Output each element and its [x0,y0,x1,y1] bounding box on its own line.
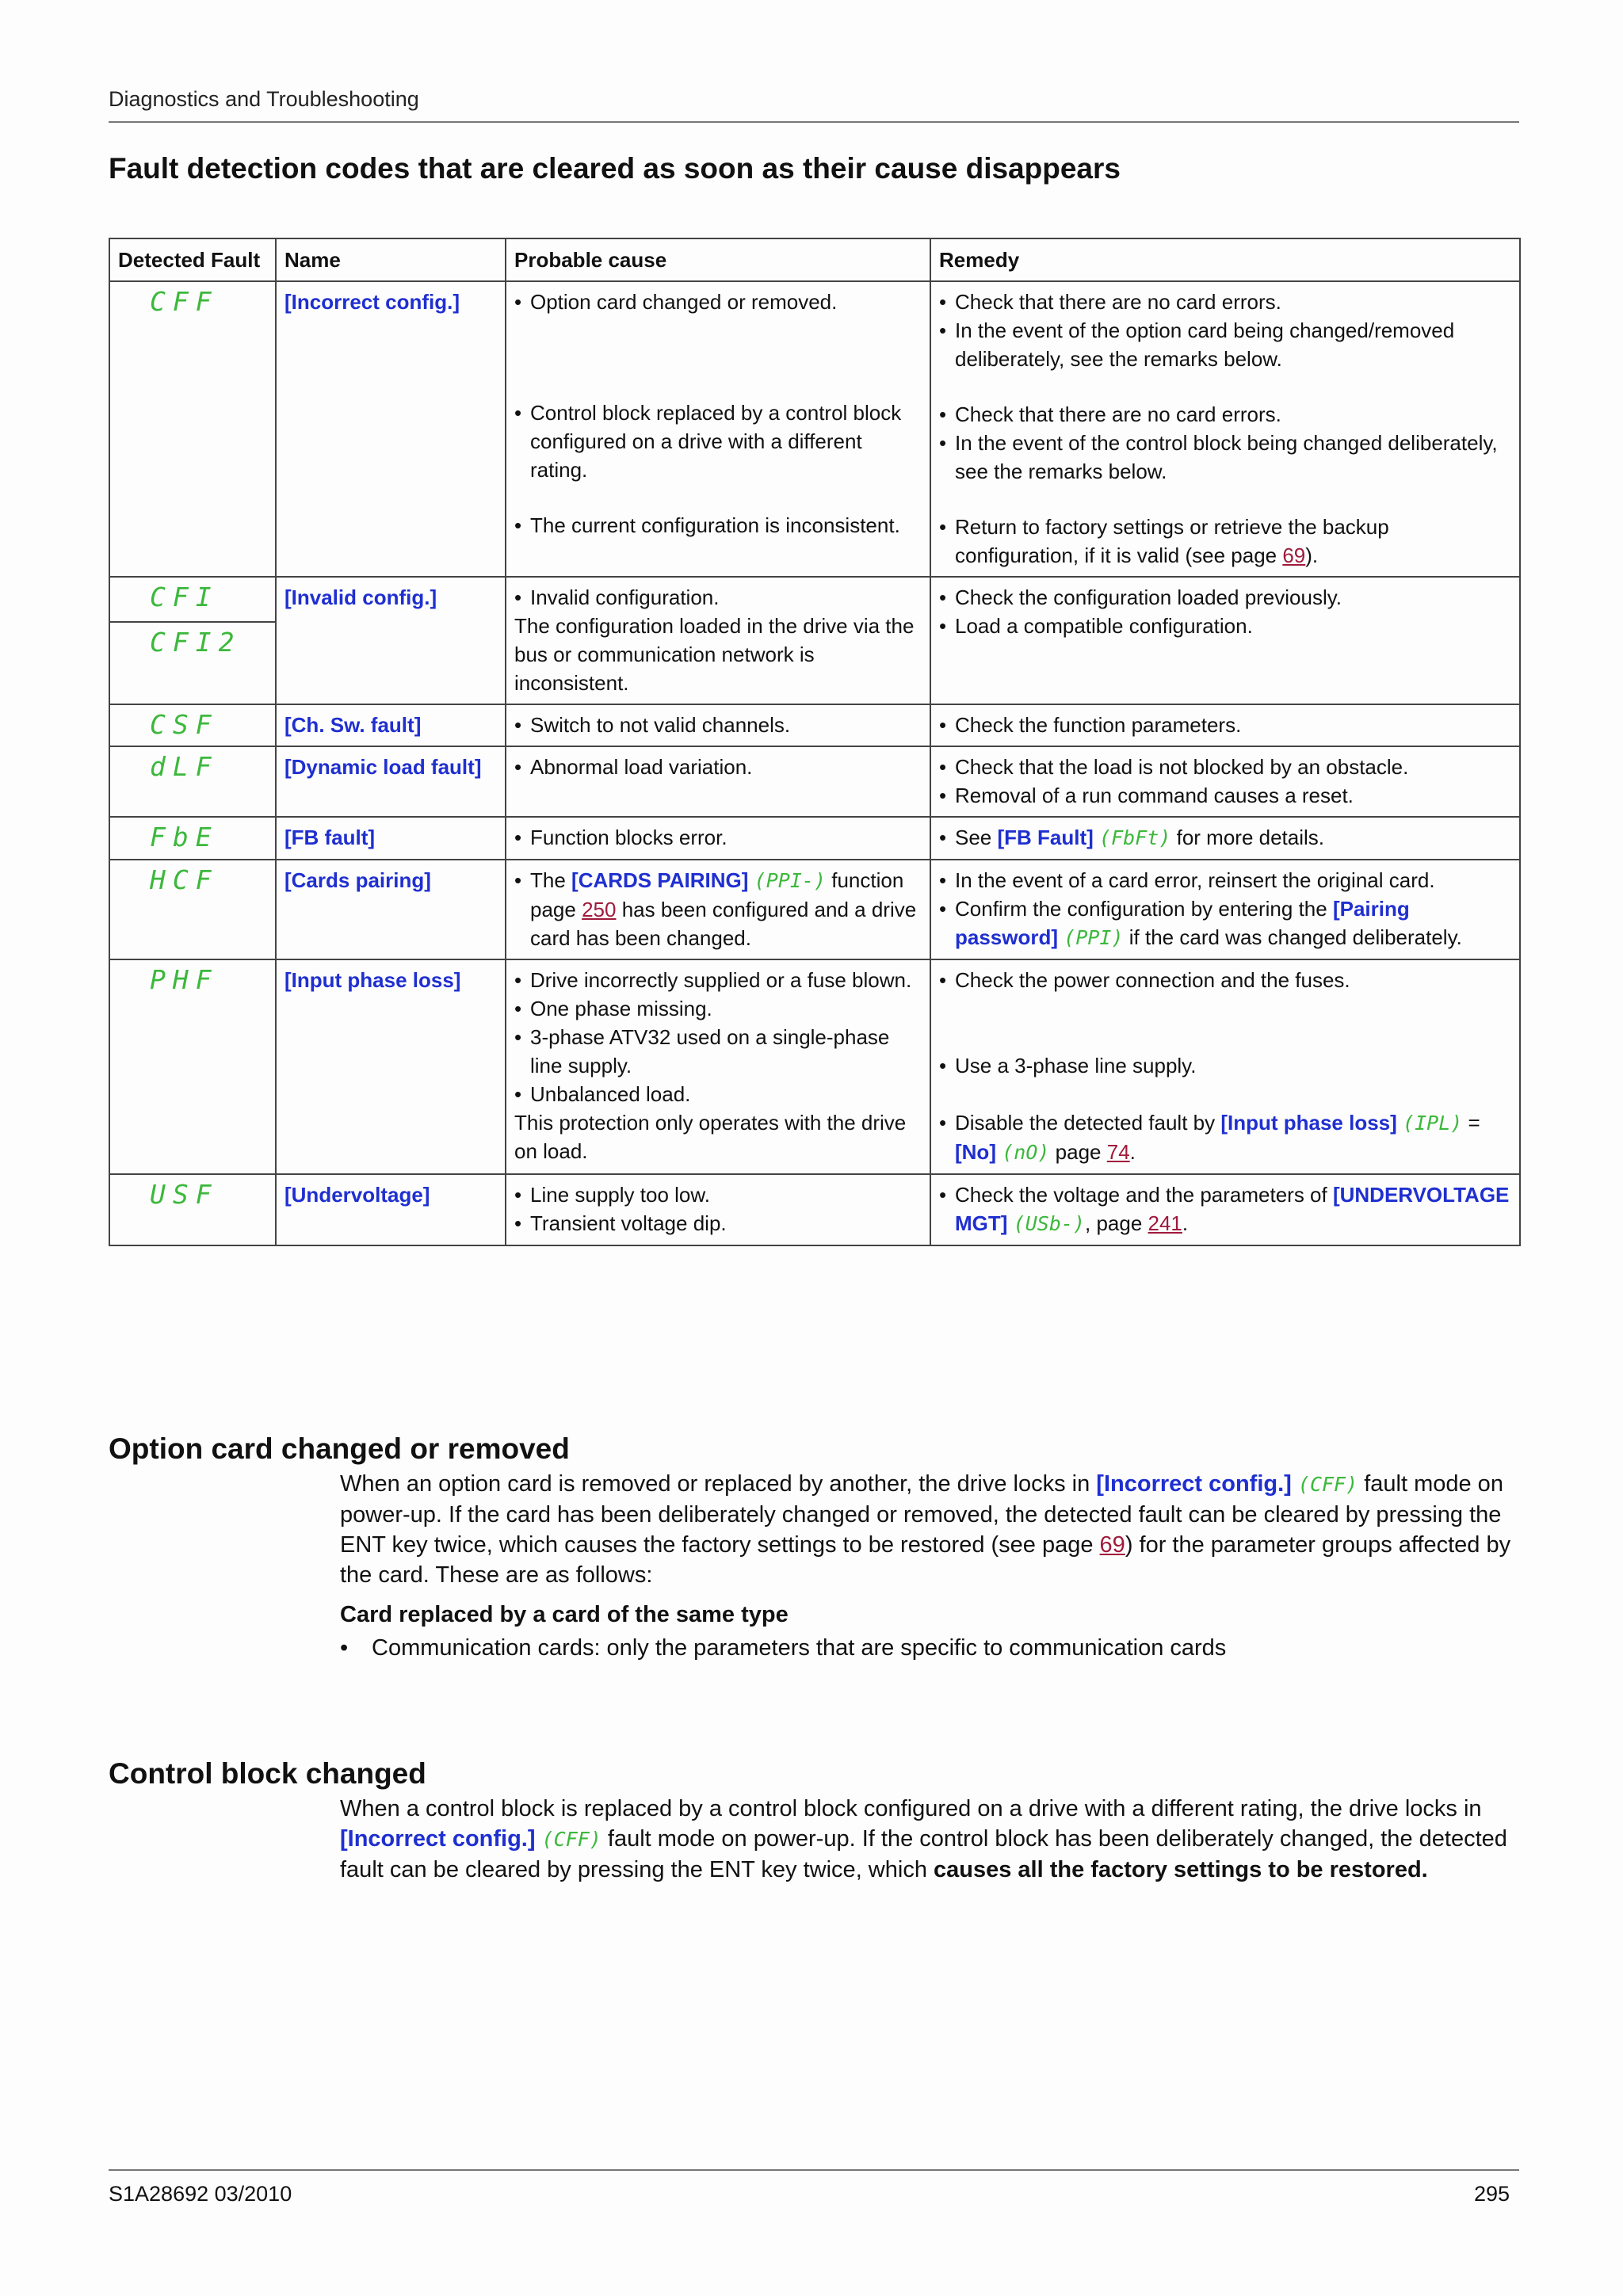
parameter-code: (IPL) [1403,1112,1463,1135]
probable-cause [506,281,930,577]
cause-item: • Line supply too low. [514,1180,922,1209]
cause-note: The configuration loaded in the drive via the bus or communication network is inconsistent. [514,614,915,695]
fault-code: CFI2 [150,627,242,658]
remedy [930,817,1520,860]
fault-code-group [109,577,276,704]
parameter-code: (CFF) [541,1828,601,1851]
fault-name: [Input phase loss] [276,959,506,1174]
parameter-name: [Incorrect config.] [1096,1471,1292,1497]
fault-code: CFF [109,281,276,577]
bullet-icon: • [340,1635,349,1661]
cause-item: • Function blocks error. [514,823,922,852]
probable-cause [506,817,930,860]
page-link[interactable]: 74 [1106,1140,1130,1164]
parameter-code: (PPI) [1064,926,1124,949]
parameter-name: [Incorrect config.] [340,1826,536,1852]
list-item: • Communication cards: only the parameters that are specific to communication cards [340,1635,1227,1661]
cause-item: • The current configuration is inconsistent. [514,511,922,540]
page-link[interactable]: 69 [1282,543,1306,567]
remedy-item: • Use a 3-phase line supply. [939,1051,1511,1080]
remedy-item: • Check that there are no card errors. [939,400,1511,429]
cause-item: • Transient voltage dip. [514,1209,922,1238]
remedy-item: • Load a compatible configuration. [939,612,1511,640]
fault-name: [Cards pairing] [276,860,506,959]
remedy-item: • In the event of a card error, reinsert the original card. [939,866,1511,894]
parameter-name: [Pairing password] [955,897,1410,949]
probable-cause [506,1174,930,1245]
fault-code: FbE [109,817,276,860]
fault-code: CFI [110,578,275,623]
subheading-same-type: Card replaced by a card of the same type [340,1602,789,1627]
remedy-item: • Check that the load is not blocked by an obstacle. [939,753,1511,781]
remedy [930,746,1520,817]
fault-code: USF [109,1174,276,1245]
fault-code: CSF [109,704,276,746]
fault-code: dLF [109,746,276,817]
cause-item: • The [CARDS PAIRING] (PPI-) function page 250 has been configured and a drive card has been changed. [514,866,922,952]
option-card-paragraph: When an option card is removed or replaced by another, the drive locks in [Incorrect config.] (CFF) fault mode on power-up. If the card has been deliberately changed or removed, the detected fault can be cleared by pressing the ENT key twice, which causes the factory settings to be restored (see page 69) for the parameter groups affected by the card. These are as follows: [340,1471,1511,1588]
table-row [109,704,1520,746]
parameter-code: (CFF) [1297,1473,1358,1496]
fault-name: [Incorrect config.] [276,281,506,577]
section-heading-option-card: Option card changed or removed [109,1432,570,1465]
remedy [930,281,1520,577]
remedy [930,577,1520,704]
remedy-item: • Check the voltage and the parameters of [UNDERVOLTAGE MGT] (USb-), page 241. [939,1180,1511,1238]
table-row [109,1174,1520,1245]
remedy-item: • See [FB Fault] (FbFt) for more details. [939,823,1511,852]
cause-item: • Switch to not valid channels. [514,711,922,739]
remedy [930,959,1520,1174]
cause-item: • Abnormal load variation. [514,753,922,781]
page-title: Fault detection codes that are cleared as soon as their cause disappears [109,152,1121,185]
cause-item: • Drive incorrectly supplied or a fuse blown. [514,966,922,994]
running-header: Diagnostics and Troubleshooting [109,87,419,111]
remedy [930,860,1520,959]
remedy-item: • Check that there are no card errors. [939,288,1511,316]
remedy-item: • Disable the detected fault by [Input phase loss] (IPL) = [No] (nO) page 74. [939,1108,1511,1167]
cause-item: • Option card changed or removed. [514,288,922,316]
fault-code: PHF [109,959,276,1174]
parameter-code: (PPI-) [754,869,827,892]
fault-code: HCF [109,860,276,959]
parameter-code: (FbFt) [1099,826,1171,849]
remedy-item: • Removal of a run command causes a reset. [939,781,1511,810]
probable-cause [506,959,930,1174]
page-link[interactable]: 250 [582,898,617,921]
column-header-detected-fault: Detected Fault [109,238,276,281]
remedy-item: • Check the power connection and the fuses. [939,966,1511,994]
parameter-name: [CARDS PAIRING] [571,868,749,892]
parameter-name: [UNDERVOLTAGE MGT] [955,1183,1510,1235]
section-heading-control-block: Control block changed [109,1757,426,1790]
table-header-row [109,238,1520,281]
remedy-item: • Return to factory settings or retrieve the backup configuration, if it is valid (see page 69). [939,513,1511,570]
remedy-item: • Check the function parameters. [939,711,1511,739]
parameter-code: (USb-) [1013,1212,1085,1235]
remedy-item: • Confirm the configuration by entering the [Pairing password] (PPI) if the card was changed deliberately. [939,894,1511,952]
parameter-code: (nO) [1002,1141,1050,1164]
probable-cause [506,577,930,704]
page-link[interactable]: 241 [1148,1211,1182,1235]
remedy-item: • In the event of the option card being changed/removed deliberately, see the remarks below. [939,316,1511,373]
control-block-paragraph: When a control block is replaced by a control block configured on a drive with a different rating, the drive locks in [Incorrect config.] (CFF) fault mode on power-up. If the control block has been deliberately changed, the detected fault can be cleared by pressing the ENT key twice, which causes all the factory settings to be restored. [340,1796,1507,1882]
table-row [109,746,1520,817]
table-row [109,860,1520,959]
cause-note: This protection only operates with the drive on load. [514,1111,907,1163]
cause-item: • One phase missing. [514,994,922,1023]
parameter-value: [No] [955,1140,996,1164]
column-header-remedy: Remedy [930,238,1520,281]
fault-codes-table [109,238,1521,1246]
remedy [930,704,1520,746]
remedy-item: • Check the configuration loaded previously. [939,583,1511,612]
parameter-name: [FB Fault] [997,826,1094,849]
cause-item: • Control block replaced by a control block configured on a drive with a different rating. [514,399,922,484]
footer-rule [109,2169,1519,2171]
document-id: S1A28692 03/2010 [109,2182,292,2206]
fault-name: [Ch. Sw. fault] [276,704,506,746]
cause-item: • Invalid configuration. [514,583,922,612]
table-row [109,577,1520,704]
cause-item: • 3-phase ATV32 used on a single-phase line supply. [514,1023,922,1080]
fault-name: [Dynamic load fault] [276,746,506,817]
table-row [109,959,1520,1174]
probable-cause [506,860,930,959]
remedy [930,1174,1520,1245]
column-header-probable-cause: Probable cause [506,238,930,281]
header-rule [109,121,1519,123]
fault-name: [FB fault] [276,817,506,860]
column-header-name: Name [276,238,506,281]
page-link[interactable]: 69 [1099,1532,1125,1558]
cause-item: • Unbalanced load. [514,1080,922,1108]
remedy-item: • In the event of the control block being changed deliberately, see the remarks below. [939,429,1511,486]
fault-name: [Undervoltage] [276,1174,506,1245]
parameter-name: [Input phase loss] [1220,1111,1397,1135]
table-row [109,281,1520,577]
probable-cause [506,704,930,746]
table-row [109,817,1520,860]
fault-name: [Invalid config.] [276,577,506,704]
page-number: 295 [1473,2182,1510,2206]
probable-cause [506,746,930,817]
